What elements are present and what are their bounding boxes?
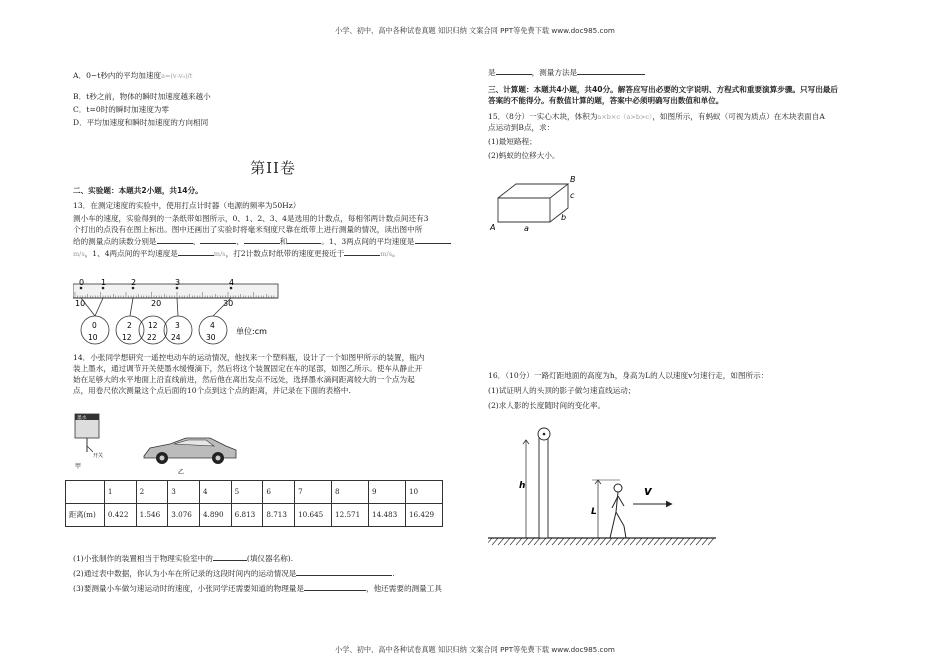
hatch-mark (488, 538, 492, 545)
hatch-mark (540, 538, 546, 545)
hatch-mark (588, 538, 594, 545)
hatch-mark (498, 538, 504, 545)
table-header-cell: 3 (168, 481, 200, 504)
q14-line1: 14．小张同学想研究一遥控电动车的运动情况，他找来一个塑料瓶，设计了一个如图甲所示的装置，瓶内 (73, 353, 425, 362)
q13-line3: 个打出的点没有在图上标出。图中还画出了实验时将毫米刻度尺靠在纸带上进行测量的情况，读出图中所 (73, 225, 423, 234)
point-label: 3 (175, 278, 181, 287)
zoom-label: 12 (148, 321, 158, 330)
table-row (66, 504, 443, 527)
hatch-mark (702, 538, 708, 545)
q14-sub2a: (2)通过表中数据，你认为小车在所记录的这段时间内的运动情况是 (73, 569, 297, 578)
q15-sub2: (2)蚂蚁的位移大小。 (488, 151, 560, 161)
zoom-label: 10 (88, 333, 98, 342)
label-v: v (644, 484, 652, 498)
blank-v2[interactable] (344, 247, 380, 256)
table-header-cell: 8 (332, 481, 369, 504)
hatch-mark (690, 538, 696, 545)
hatch-mark (570, 538, 576, 545)
q13-line5b: ，打2计数点时纸带的速度更接近于 (225, 249, 345, 258)
q13-sep2: 、 (236, 237, 244, 246)
q14-line4: 点，用卷尺依次测量这个点后面的10个点到这个点的距离，并记录在下面的表格中. (73, 386, 351, 395)
zoom-label: 0 (92, 321, 97, 330)
point-label: 0 (79, 278, 85, 287)
tape-point (230, 287, 233, 290)
hatch-mark (594, 538, 600, 545)
page-footer: 小学、初中、高中各种试卷真题 知识归纳 文案合同 PPT等免费下载 www.doc985.com (335, 645, 615, 654)
label-c: c (570, 191, 575, 200)
label-L: L (591, 507, 597, 517)
hatch-mark (660, 538, 666, 545)
hatch-mark (576, 538, 582, 545)
point-label: 2 (131, 278, 137, 287)
q13-line4b: 和 (279, 237, 288, 246)
hatch-mark (510, 538, 516, 545)
hatch-mark (708, 538, 714, 545)
blank-v14[interactable] (178, 247, 214, 256)
label-h: h (519, 481, 526, 491)
q14-sub2 (73, 567, 483, 579)
hatch-mark (546, 538, 552, 545)
q16-sub2: (2)求人影的长度随时间的变化率。 (488, 401, 606, 410)
label-b: b (561, 213, 567, 222)
q15-line1 (488, 111, 888, 122)
hatch-mark (684, 538, 690, 545)
q13-line1: 13．在测定速度的实验中，使用打点计时器（电源的频率为50Hz） (73, 201, 301, 210)
q15-line2: 点运动到B点，求： (488, 123, 555, 133)
q16-sub1: (1)试证明人的头顶的影子做匀速直线运动； (488, 386, 636, 395)
hatch-mark (612, 538, 618, 545)
blank-motion[interactable] (296, 567, 395, 578)
blank-reading-3[interactable] (244, 235, 280, 244)
hatch-mark (666, 538, 672, 545)
table-header-cell: 9 (369, 481, 406, 504)
cont-b: ，测量方法是 (531, 68, 578, 77)
q15-line1b: ，如图所示，有蚂蚁（可视为质点）在木块表面自A (652, 112, 825, 121)
q13-line5: m/s，1、4两点间的平均速度是 m/s，打2计数点时纸带的速度更接近于 m/s。 (73, 249, 400, 258)
hatch-mark (552, 538, 558, 545)
scale-label: 20 (151, 299, 162, 308)
label-B: B (570, 175, 576, 184)
hatch-mark (528, 538, 534, 545)
table-row-label: 距离(m) (66, 504, 105, 527)
zoom-label: 2 (127, 321, 132, 330)
choice-c: C．t=0时的瞬时加速度为零 (73, 105, 169, 115)
distance-table (65, 480, 443, 527)
blank-v13[interactable] (415, 235, 451, 244)
switch-label: 开关 (93, 453, 104, 459)
unit-1: m/s (73, 250, 85, 258)
tape-point (132, 287, 135, 290)
hatch-mark (558, 538, 564, 545)
tape-point (80, 287, 83, 290)
hatch-mark (678, 538, 684, 545)
hatch-mark (582, 538, 588, 545)
blank-instrument[interactable] (213, 552, 247, 561)
hatch-mark (696, 538, 702, 545)
choice-d: D．平均加速度和瞬时加速度的方向相同 (73, 118, 209, 128)
unit-3: m/s (380, 250, 393, 258)
table-header-cell: 10 (405, 481, 442, 504)
q15-dims: a×b×c（a>b>c） (597, 113, 653, 121)
choice-a-formula: a=(v-v₀)/t (161, 72, 193, 80)
section2-title: 二、实验题：本题共2小题，共14分。 (73, 186, 203, 195)
zoom-labels (88, 321, 216, 342)
fig-label-jia: 甲 (75, 463, 82, 470)
table-header-cell: 4 (199, 481, 231, 504)
box-outline (498, 184, 568, 222)
left-column (73, 70, 473, 128)
fig-label-yi: 乙 (178, 469, 185, 476)
tape-point (176, 287, 179, 290)
table-cell: 12.571 (332, 504, 369, 527)
blank-quantity[interactable] (304, 582, 366, 591)
table-header-cell: 7 (295, 481, 332, 504)
hatch-mark (504, 538, 510, 545)
table-cell: 3.076 (168, 504, 200, 527)
table-cell: 16.429 (405, 504, 442, 527)
walking-person (610, 484, 626, 538)
label-A: A (490, 223, 496, 232)
hatch-mark (516, 538, 522, 545)
hatch-mark (654, 538, 660, 545)
q14-sub1 (73, 552, 483, 564)
choice-a (73, 70, 473, 81)
hatch-mark (600, 538, 606, 545)
table-cell: 1.546 (136, 504, 168, 527)
street-lamp-figure (488, 422, 718, 548)
q14-line3: 始在足够大的水平地面上沿直线前进，然后他在离出发点不远处，选择墨水滴间距离较大的一个点为起 (73, 375, 415, 384)
tape-point (102, 287, 105, 290)
q13-block (73, 185, 473, 259)
zoom-label: 24 (171, 333, 181, 342)
ink-label: 墨水 (77, 416, 87, 421)
choice-b: B．t秒之前，物体的瞬时加速度越来越小 (73, 92, 211, 102)
point-label: 4 (229, 278, 235, 287)
tape-measure-figure (73, 276, 283, 350)
q15-sub1: (1)最短路程； (488, 137, 537, 147)
table-header-cell: 6 (263, 481, 295, 504)
q14-sub1b: (填仪器名称). (246, 554, 294, 563)
table-header-cell (66, 481, 105, 504)
hatch-mark (492, 538, 498, 545)
table-cell: 8.713 (263, 504, 295, 527)
q13-line4c: 。1、3两点间的平均速度是 (321, 237, 415, 246)
q13-line4a: 给的测量点的读数分别是 (73, 237, 157, 246)
hatch-mark (630, 538, 636, 545)
hatch-mark (618, 538, 624, 545)
q16-block (488, 370, 888, 411)
table-header-cell: 1 (104, 481, 136, 504)
blank-reading-2[interactable] (200, 235, 236, 244)
label-a: a (524, 224, 529, 233)
q14-sub1a: (1)小张制作的装置相当于物理实验室中的 (73, 554, 213, 563)
zoom-label: 12 (122, 333, 132, 342)
ground-hatching (488, 538, 714, 545)
hatch-mark (564, 538, 570, 545)
q13-line4 (73, 235, 473, 247)
zoom-label: 22 (147, 333, 157, 342)
q14-sub2b: . (392, 569, 395, 578)
q14-subquestions (73, 552, 483, 594)
car-figure (140, 432, 240, 476)
q13-sep1: 、 (192, 237, 201, 246)
table-cell: 0.422 (104, 504, 136, 527)
zoom-label: 30 (206, 333, 216, 342)
volume-title: 第II卷 (250, 159, 296, 177)
page-header: 小学、初中、高中各种试卷真题 知识归纳 文案合同 PPT等免费下载 www.doc985.com (335, 26, 615, 35)
zoom-label: 4 (210, 321, 215, 330)
table-cell: 14.483 (369, 504, 406, 527)
table-header-row (66, 481, 443, 504)
hatch-mark (522, 538, 528, 545)
table-cell: 6.813 (231, 504, 263, 527)
q15-line1a: 15．（8分）一实心木块，体积为 (488, 112, 598, 121)
hatch-mark (624, 538, 630, 545)
q14-sub3a: (3)要测量小车做匀速运动时的速度，小张同学还需要知道的物理量是 (73, 584, 304, 593)
blank-tool[interactable] (496, 66, 532, 75)
hatch-mark (648, 538, 654, 545)
cont-a: 是 (488, 68, 496, 77)
hatch-mark (636, 538, 642, 545)
right-column (488, 66, 888, 161)
ink-bottle-figure (73, 412, 111, 470)
unit-2: m/s (213, 250, 226, 258)
q14-line2: 装上墨水，通过调节开关使墨水缓慢滴下，然后将这个装置固定在车的尾部，如图乙所示。使车从静止开 (73, 364, 423, 373)
scale-label: 10 (75, 299, 86, 308)
lamp-post (539, 438, 548, 538)
hatch-mark (606, 538, 612, 545)
q13-line2: 测小车的速度，实验得到的一条纸带如图所示，0、1、2、3、4是选用的计数点，每相邻两计数点间还有3 (73, 214, 429, 223)
choice-a-text: A．0~t秒内的平均加速度 (73, 71, 162, 80)
q14-block (73, 352, 473, 396)
q14-sub3b: ，他还需要的测量工具 (365, 584, 442, 593)
q13-line5a: ，1、4两点间的平均速度是 (84, 249, 178, 258)
hatch-mark (534, 538, 540, 545)
zoom-label: 3 (175, 321, 180, 330)
blank-reading-4[interactable] (287, 235, 321, 244)
blank-reading-1[interactable] (157, 235, 193, 244)
table-header-cell: 5 (231, 481, 263, 504)
hatch-mark (642, 538, 648, 545)
q14-continuation (488, 66, 888, 78)
table-cell: 4.890 (199, 504, 231, 527)
blank-method[interactable] (577, 66, 645, 75)
table-cell: 10.645 (295, 504, 332, 527)
q16-line1: 16．（10分）一路灯距地面的高度为h，身高为L的人以速度v匀速行走，如图所示： (488, 371, 769, 380)
point-label: 1 (101, 278, 107, 287)
scale-label: 30 (223, 299, 234, 308)
q14-sub3 (73, 582, 483, 594)
box-figure (488, 172, 588, 236)
section3-line2: 答案的不能得分。有数值计算的题，答案中必须明确写出数值和单位。 (488, 96, 724, 105)
hatch-mark (672, 538, 678, 545)
unit-label: 单位:cm (236, 327, 267, 336)
table-header-cell: 2 (136, 481, 168, 504)
section3-line1: 三、计算题：本题共4小题，共40分。解答应写出必要的文字说明、方程式和重要演算步骤。只写出最后 (488, 85, 838, 94)
